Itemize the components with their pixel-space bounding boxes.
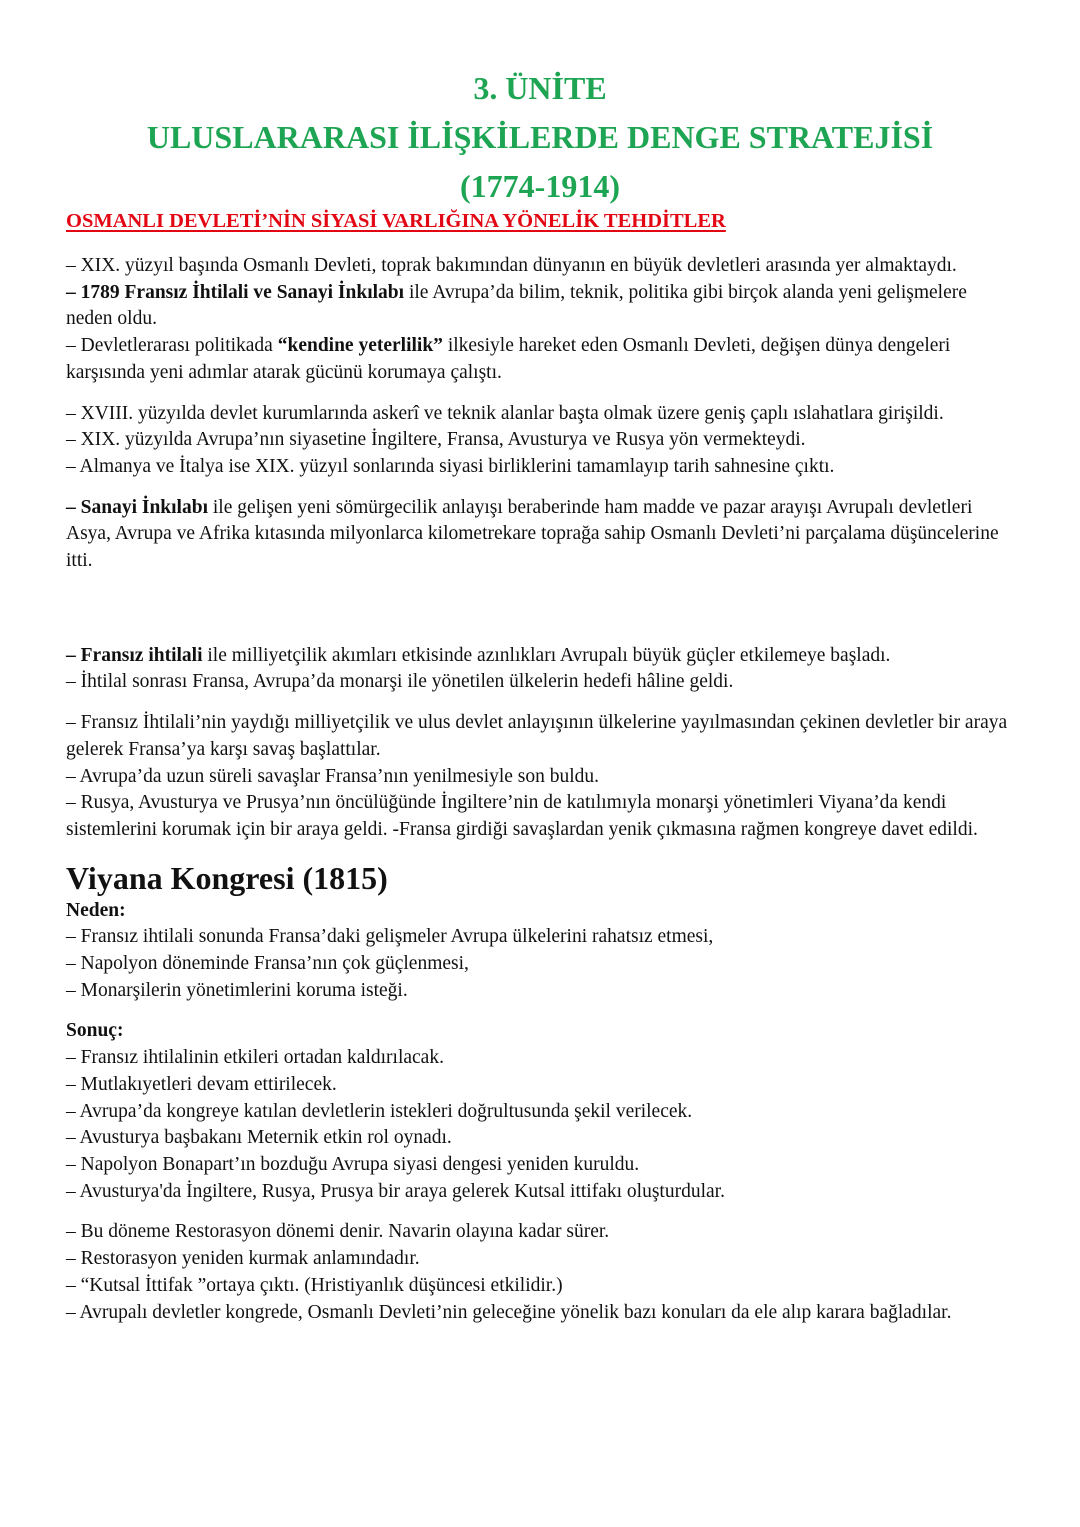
bullet-item — [66, 1300, 1011, 1327]
paragraph-group — [66, 1018, 1011, 1205]
text-run: – XVIII. yüzyılda devlet kurumlarında askerî ve teknik alanlar başta olmak üzere geniş çaplı ıslahatlara girişildi. — [66, 402, 944, 424]
text-run: ile gelişen yeni sömürgecilik anlayışı beraberinde ham madde ve pazar arayışı Avrupalı devletleri Asya, Avrupa ve Afrika kıtasında milyonlarca kilometrekare toprağa sahip Osmanlı Devleti’ni parçalama düşüncelerine itti. — [66, 496, 999, 572]
text-run: – XIX. yüzyılda Avrupa’nın siyasetine İngiltere, Fransa, Avusturya ve Rusya yön vermekteydi. — [66, 429, 806, 451]
text-run: – XIX. yüzyıl başında Osmanlı Devleti, toprak bakımından dünyanın en büyük devletleri arasında yer almaktaydı. — [66, 255, 957, 276]
text-run: – Avusturya'da İngiltere, Rusya, Prusya bir araya gelerek Kutsal ittifakı oluşturdular. — [66, 1180, 725, 1202]
paragraph-group — [66, 710, 1011, 844]
bullet-item — [66, 924, 1011, 951]
bullet-item — [66, 978, 1011, 1005]
bullet-item — [66, 454, 1011, 481]
text-run: – Mutlakıyetleri devam ettirilecek. — [66, 1073, 337, 1095]
text-run: – Rusya, Avusturya ve Prusya’nın öncülüğünde İngiltere’nin de katılımıyla monarşi yönetimleri Viyana’da kendi sistemlerini korumak için bir araya geldi. -Fransa girdiği savaşlardan yenik çıkmasına rağmen kongreye davet edildi. — [66, 792, 978, 840]
bullet-item — [66, 253, 1011, 280]
bold-text: – Sanayi İnkılabı — [66, 496, 208, 518]
bullet-item — [66, 1179, 1011, 1206]
bold-text: – 1789 Fransız İhtilali ve Sanayi İnkılabı — [66, 281, 405, 303]
text-run: – Devletlerarası politikada — [66, 335, 278, 357]
bullet-item — [66, 1125, 1011, 1152]
bold-text: “kendine yeterlilik” — [277, 335, 443, 357]
bullet-item — [66, 333, 1011, 386]
bullet-item — [66, 951, 1011, 978]
paragraph-group — [66, 643, 1011, 696]
bullet-item — [66, 427, 1011, 454]
text-run: – Avrupa’da uzun süreli savaşlar Fransa’nın yenilmesiyle son buldu. — [66, 765, 600, 787]
bullet-item — [66, 1099, 1011, 1126]
bullet-item — [66, 710, 1011, 763]
group-label: Neden: — [66, 899, 126, 921]
text-run: – Avrupalı devletler kongrede, Osmanlı Devleti’nin geleceğine yönelik bazı konuları da ele alıp karara bağladılar. — [66, 1301, 952, 1323]
unit-title: 3. ÜNİTE — [473, 70, 607, 106]
bullet-item — [66, 643, 1011, 670]
text-run: – Monarşilerin yönetimlerini koruma isteği. — [66, 979, 408, 1001]
paragraph-group — [66, 495, 1011, 575]
unit-subtitle: ULUSLARARASI İLİŞKİLERDE DENGE STRATEJİSİ — [146, 119, 934, 155]
text-run: – Avrupa’da kongreye katılan devletlerin istekleri doğrultusunda şekil verilecek. — [66, 1100, 693, 1122]
paragraph-group — [66, 1219, 1011, 1326]
section-title: Viyana Kongresi (1815) — [66, 859, 388, 896]
bullet-item — [66, 1219, 1011, 1246]
text-run: – Restorasyon yeniden kurmak anlamındadır. — [66, 1248, 420, 1270]
text-run: ilkesiyle hareket eden Osmanlı Devleti, değişen dünya dengeleri karşısında yeni adımlar atarak gücünü korumaya çalıştı. — [66, 335, 951, 383]
title-block — [0, 64, 1080, 211]
bullet-item — [66, 669, 1011, 696]
document-body — [66, 253, 1011, 1340]
text-run: ile Avrupa’da bilim, teknik, politika gibi birçok alanda yeni gelişmelere neden oldu. — [66, 281, 967, 330]
bullet-item — [66, 1273, 1011, 1300]
bullet-item — [66, 1072, 1011, 1099]
bold-text: – Fransız ihtilali — [66, 644, 203, 666]
paragraph-group — [66, 401, 1011, 481]
unit-years: (1774-1914) — [460, 168, 620, 204]
text-run: – Napolyon Bonapart’ın bozduğu Avrupa siyasi dengesi yeniden kuruldu. — [66, 1153, 640, 1175]
bullet-item — [66, 495, 1011, 575]
text-run: – Fransız ihtilalinin etkileri ortadan kaldırılacak. — [66, 1047, 444, 1069]
bullet-item — [66, 1246, 1011, 1273]
bullet-item — [66, 1152, 1011, 1179]
text-run: – Fransız ihtilali sonunda Fransa’daki gelişmeler Avrupa ülkelerini rahatsız etmesi, — [66, 926, 714, 948]
paragraph-group — [66, 898, 1011, 1005]
bullet-item — [66, 764, 1011, 791]
text-run: – Napolyon döneminde Fransa’nın çok güçlenmesi, — [66, 953, 469, 975]
text-run: – Almanya ve İtalya ise XIX. yüzyıl sonlarında siyasi birliklerini tamamlayıp tarih sahnesine çıktı. — [66, 455, 835, 477]
text-run: – Avusturya başbakanı Meternik etkin rol oynadı. — [66, 1127, 452, 1149]
bullet-item — [66, 790, 1011, 843]
text-run: – İhtilal sonrası Fransa, Avrupa’da monarşi ile yönetilen ülkelerin hedefi hâline geldi. — [66, 671, 734, 693]
group-label: Sonuç: — [66, 1020, 124, 1042]
text-run: – Bu döneme Restorasyon dönemi denir. Navarin olayına kadar sürer. — [66, 1221, 610, 1243]
bullet-item — [66, 280, 1011, 333]
text-run: – “Kutsal İttifak ”ortaya çıktı. (Hristiyanlık düşüncesi etkilidir.) — [66, 1274, 563, 1296]
paragraph-group — [66, 253, 1011, 387]
section-heading: OSMANLI DEVLETİ’NİN SİYASİ VARLIĞINA YÖNELİK TEHDİTLER — [66, 210, 726, 232]
bullet-item — [66, 1045, 1011, 1072]
text-run: ile milliyetçilik akımları etkisinde azınlıkları Avrupalı büyük güçler etkilemeye başladı. — [202, 644, 891, 666]
bullet-item — [66, 401, 1011, 428]
text-run: – Fransız İhtilali’nin yaydığı milliyetçilik ve ulus devlet anlayışının ülkelerine yayılmasından çekinen devletler bir araya gelerek Fransa’ya karşı savaş başlattılar. — [66, 712, 1008, 760]
